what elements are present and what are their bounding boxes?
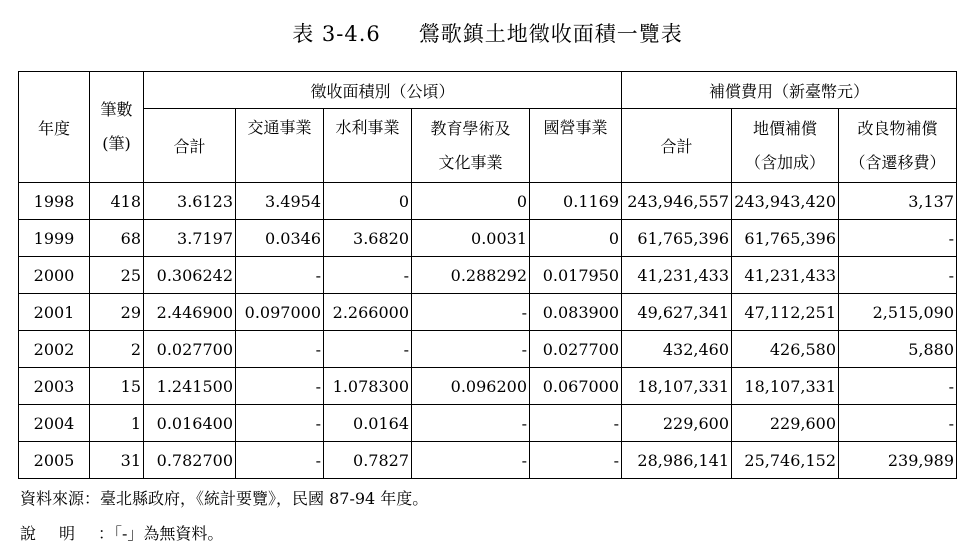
header-year: 年度 — [19, 72, 90, 183]
header-area-group: 徵收面積別（公頃） — [144, 72, 622, 109]
header-land-line1: 地價補償 — [753, 118, 818, 138]
header-compensation-group: 補償費用（新臺幣元） — [622, 72, 957, 109]
cell-education: 0.288292 — [412, 257, 530, 294]
table-row — [19, 368, 957, 405]
remark-note — [20, 521, 223, 544]
table-title-text: 鶯歌鎮土地徵收面積一覽表 — [418, 22, 683, 46]
cell-state: 0.1169 — [530, 183, 622, 220]
cell-water: 0 — [324, 183, 412, 220]
cell-count: 29 — [90, 294, 144, 331]
cell-area-total: 0.782700 — [144, 442, 236, 479]
table-row — [19, 257, 957, 294]
cell-water: 3.6820 — [324, 220, 412, 257]
cell-state: 0.017950 — [530, 257, 622, 294]
cell-transport: - — [236, 405, 324, 442]
cell-count: 2 — [90, 331, 144, 368]
cell-comp-total: 243,946,557 — [622, 183, 732, 220]
cell-land: 41,231,433 — [732, 257, 839, 294]
header-land-line2: （含加成） — [745, 152, 826, 172]
cell-water: 1.078300 — [324, 368, 412, 405]
table-row — [19, 220, 957, 257]
cell-count: 68 — [90, 220, 144, 257]
cell-land: 426,580 — [732, 331, 839, 368]
remark-text: ：「-」為無資料。 — [98, 524, 224, 543]
cell-education: - — [412, 405, 530, 442]
header-education-line1: 教育學術及 — [430, 118, 511, 138]
cell-area-total: 3.6123 — [144, 183, 236, 220]
cell-transport: - — [236, 257, 324, 294]
cell-year: 2001 — [19, 294, 90, 331]
cell-year: 2003 — [19, 368, 90, 405]
cell-education: 0.096200 — [412, 368, 530, 405]
cell-water: 2.266000 — [324, 294, 412, 331]
header-count-line2: (筆) — [102, 134, 131, 153]
header-water: 水利事業 — [324, 109, 412, 183]
cell-state: 0.027700 — [530, 331, 622, 368]
cell-count: 25 — [90, 257, 144, 294]
cell-area-total: 0.027700 — [144, 331, 236, 368]
cell-improvement: 3,137 — [839, 183, 957, 220]
cell-state: - — [530, 442, 622, 479]
source-note: 資料來源：臺北縣政府，《統計要覽》，民國 87-94 年度。 — [20, 489, 429, 508]
cell-education: - — [412, 331, 530, 368]
cell-comp-total: 229,600 — [622, 405, 732, 442]
cell-transport: 0.0346 — [236, 220, 324, 257]
cell-comp-total: 61,765,396 — [622, 220, 732, 257]
cell-transport: 0.097000 — [236, 294, 324, 331]
cell-improvement: 239,989 — [839, 442, 957, 479]
cell-year: 2005 — [19, 442, 90, 479]
header-count-line1: 筆數 — [100, 100, 133, 119]
table-row — [19, 183, 957, 220]
cell-comp-total: 28,986,141 — [622, 442, 732, 479]
cell-count: 31 — [90, 442, 144, 479]
header-education-line2: 文化事業 — [438, 152, 503, 172]
cell-education: - — [412, 442, 530, 479]
cell-state: 0 — [530, 220, 622, 257]
cell-area-total: 0.306242 — [144, 257, 236, 294]
cell-year: 2004 — [19, 405, 90, 442]
cell-comp-total: 18,107,331 — [622, 368, 732, 405]
cell-education: 0.0031 — [412, 220, 530, 257]
cell-education: 0 — [412, 183, 530, 220]
header-improvement-line2: （含遷移費） — [849, 152, 946, 172]
table-number: 表 3-4.6 — [292, 22, 381, 46]
cell-improvement: - — [839, 405, 957, 442]
cell-water: - — [324, 331, 412, 368]
cell-comp-total: 432,460 — [622, 331, 732, 368]
header-education — [412, 109, 530, 183]
header-count — [90, 72, 144, 183]
header-comp-total: 合計 — [622, 109, 732, 183]
header-land — [732, 109, 839, 183]
cell-improvement: - — [839, 368, 957, 405]
cell-land: 243,943,420 — [732, 183, 839, 220]
cell-year: 2002 — [19, 331, 90, 368]
cell-year: 2000 — [19, 257, 90, 294]
cell-land: 229,600 — [732, 405, 839, 442]
header-area-total: 合計 — [144, 109, 236, 183]
cell-land: 18,107,331 — [732, 368, 839, 405]
cell-improvement: - — [839, 220, 957, 257]
land-expropriation-table — [18, 71, 957, 479]
cell-comp-total: 41,231,433 — [622, 257, 732, 294]
header-improvement — [839, 109, 957, 183]
cell-count: 418 — [90, 183, 144, 220]
cell-transport: 3.4954 — [236, 183, 324, 220]
cell-water: 0.7827 — [324, 442, 412, 479]
cell-transport: - — [236, 368, 324, 405]
cell-improvement: - — [839, 257, 957, 294]
cell-land: 47,112,251 — [732, 294, 839, 331]
header-improvement-line1: 改良物補償 — [857, 118, 938, 138]
cell-area-total: 2.446900 — [144, 294, 236, 331]
cell-year: 1999 — [19, 220, 90, 257]
cell-improvement: 2,515,090 — [839, 294, 957, 331]
cell-area-total: 3.7197 — [144, 220, 236, 257]
cell-state: 0.067000 — [530, 368, 622, 405]
cell-year: 1998 — [19, 183, 90, 220]
cell-improvement: 5,880 — [839, 331, 957, 368]
cell-area-total: 0.016400 — [144, 405, 236, 442]
cell-area-total: 1.241500 — [144, 368, 236, 405]
cell-transport: - — [236, 331, 324, 368]
table-row — [19, 294, 957, 331]
table-row — [19, 405, 957, 442]
header-transport: 交通事業 — [236, 109, 324, 183]
cell-education: - — [412, 294, 530, 331]
cell-land: 61,765,396 — [732, 220, 839, 257]
header-state: 國營事業 — [530, 109, 622, 183]
cell-count: 1 — [90, 405, 144, 442]
table-title — [0, 18, 975, 48]
cell-water: - — [324, 257, 412, 294]
cell-land: 25,746,152 — [732, 442, 839, 479]
table-row — [19, 331, 957, 368]
cell-comp-total: 49,627,341 — [622, 294, 732, 331]
cell-transport: - — [236, 442, 324, 479]
cell-count: 15 — [90, 368, 144, 405]
cell-water: 0.0164 — [324, 405, 412, 442]
cell-state: - — [530, 405, 622, 442]
remark-label: 說明 — [20, 524, 99, 543]
cell-state: 0.083900 — [530, 294, 622, 331]
table-row — [19, 442, 957, 479]
